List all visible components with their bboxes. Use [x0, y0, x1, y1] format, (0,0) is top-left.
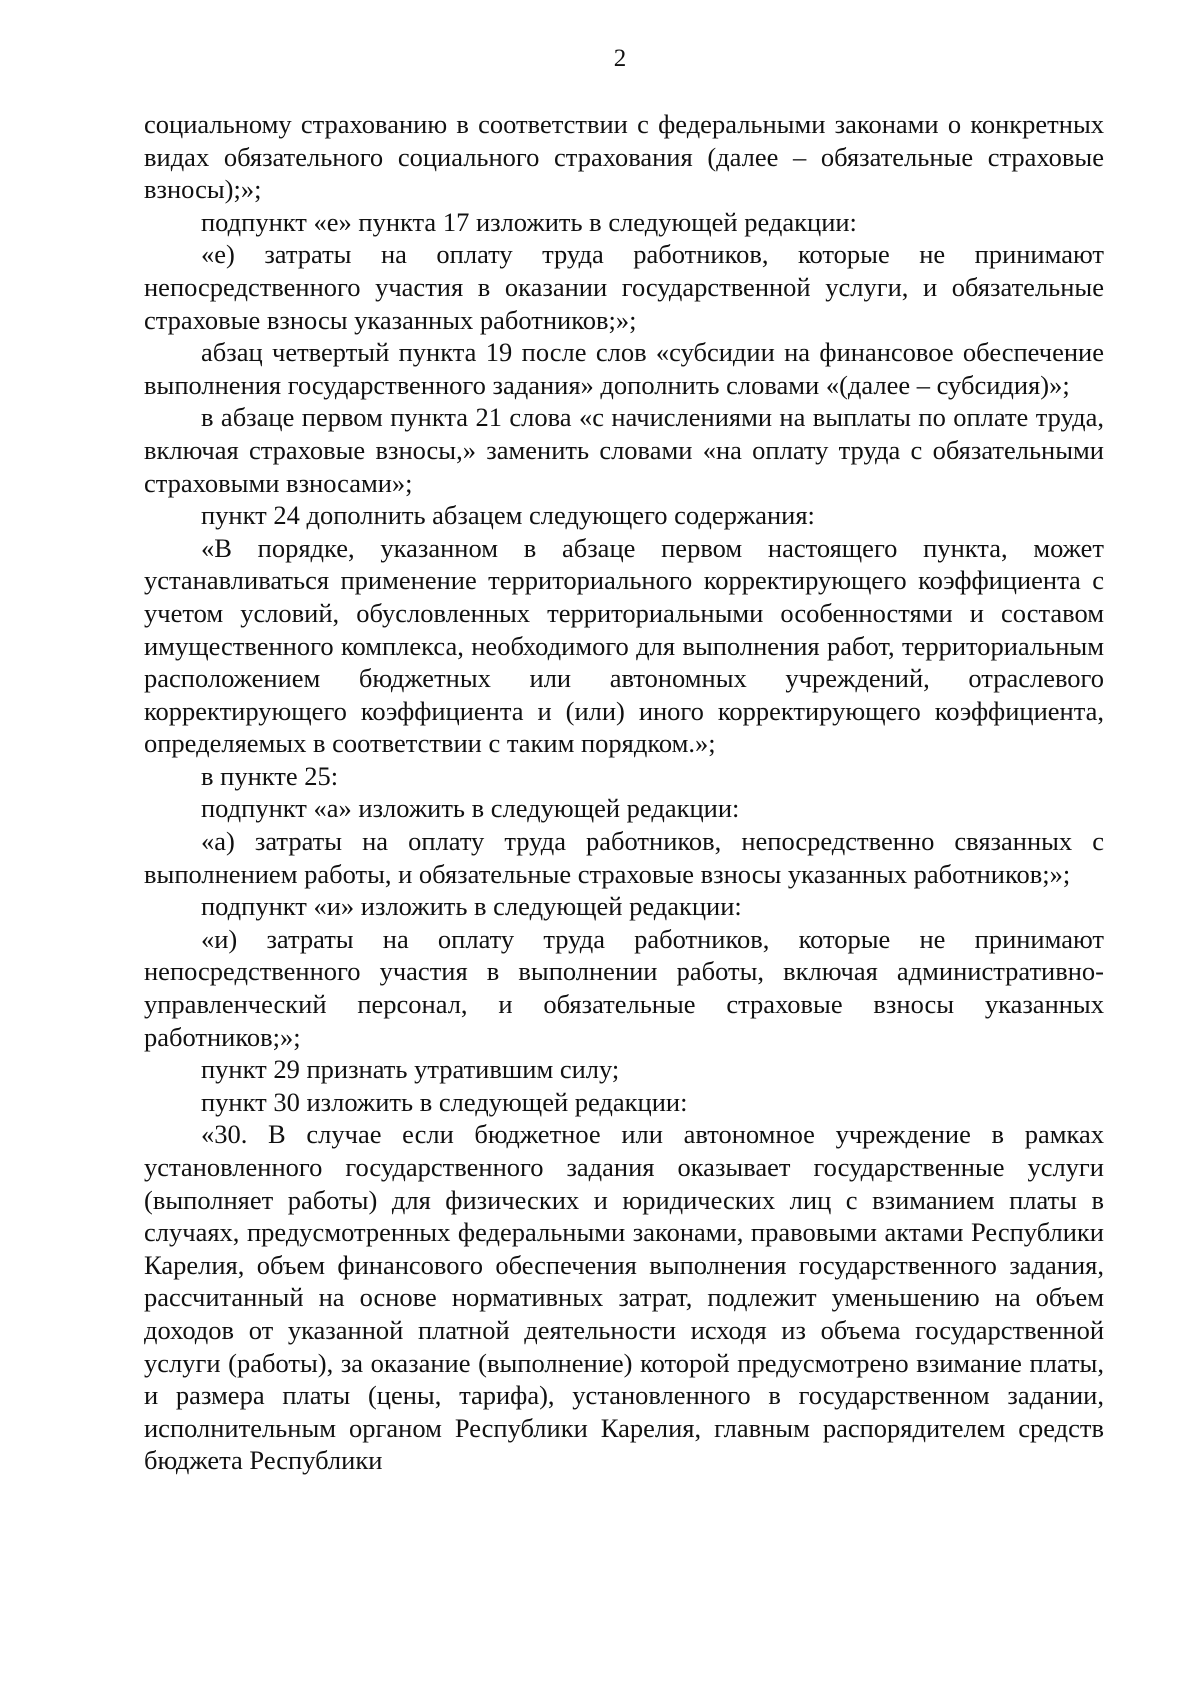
paragraph-15: «30. В случае если бюджетное или автономное учреждение в рамках установленного государственного задания оказывает государственные услуги (выполняет работы) для физических и юридических лиц с взиманием платы в случаях, предусмотренных федеральными законами, правовыми актами Республики Карелия, объем финансового обеспечения выполнения государственного задания, рассчитанный на основе нормативных затрат, подлежит уменьшению на объем доходов от указанной платной деятельности исходя из объема государственной услуги (работы), за оказание (выполнение) которой предусмотрено взимание платы, и размера платы (цены, тарифа), установленного в государственном задании, исполнительным органом Республики Карелия, главным распорядителем средств бюджета Республики — [144, 1119, 1104, 1476]
paragraph-1: социальному страхованию в соответствии с федеральными законами о конкретных видах обязательного социального страхования (далее – обязательные страховые взносы);»; — [144, 109, 1104, 205]
paragraph-12: «и) затраты на оплату труда работников, которые не принимают непосредственного участия в выполнении работы, включая административно-управленческий персонал, и обязательные страховые взносы указанных работников;»; — [144, 923, 1104, 1052]
paragraph-3: «е) затраты на оплату труда работников, которые не принимают непосредственного участия в оказании государственной услуги, и обязательные страховые взносы указанных работников;»; — [144, 239, 1104, 335]
document-body — [144, 108, 1104, 1477]
paragraph-13: пункт 29 признать утратившим силу; — [201, 1054, 620, 1085]
paragraph-10: «а) затраты на оплату труда работников, непосредственно связанных с выполнением работы, и обязательные страховые взносы указанных работников;»; — [144, 826, 1104, 889]
paragraph-8: в пункте 25: — [201, 760, 339, 791]
page-number: 2 — [613, 45, 627, 72]
paragraph-4: абзац четвертый пункта 19 после слов «субсидии на финансовое обеспечение выполнения государственного задания» дополнить словами «(далее – субсидия)»; — [144, 337, 1104, 400]
paragraph-14: пункт 30 изложить в следующей редакции: — [201, 1086, 688, 1117]
paragraph-6: пункт 24 дополнить абзацем следующего содержания: — [201, 500, 815, 531]
paragraph-2: подпункт «е» пункта 17 изложить в следующей редакции: — [201, 206, 857, 237]
paragraph-5: в абзаце первом пункта 21 слова «с начислениями на выплаты по оплате труда, включая страховые взносы,» заменить словами «на оплату труда с обязательными страховыми взносами»; — [144, 402, 1104, 498]
paragraph-7: «В порядке, указанном в абзаце первом настоящего пункта, может устанавливаться применение территориального корректирующего коэффициента с учетом условий, обусловленных территориальными особенностями и составом имущественного комплекса, необходимого для выполнения работ, территориальным расположением бюджетных или автономных учреждений, отраслевого корректирующего коэффициента и (или) иного корректирующего коэффициента, определяемых в соответствии с таким порядком.»; — [144, 532, 1104, 759]
paragraph-9: подпункт «а» изложить в следующей редакции: — [201, 793, 740, 824]
paragraph-11: подпункт «и» изложить в следующей редакции: — [201, 891, 742, 922]
